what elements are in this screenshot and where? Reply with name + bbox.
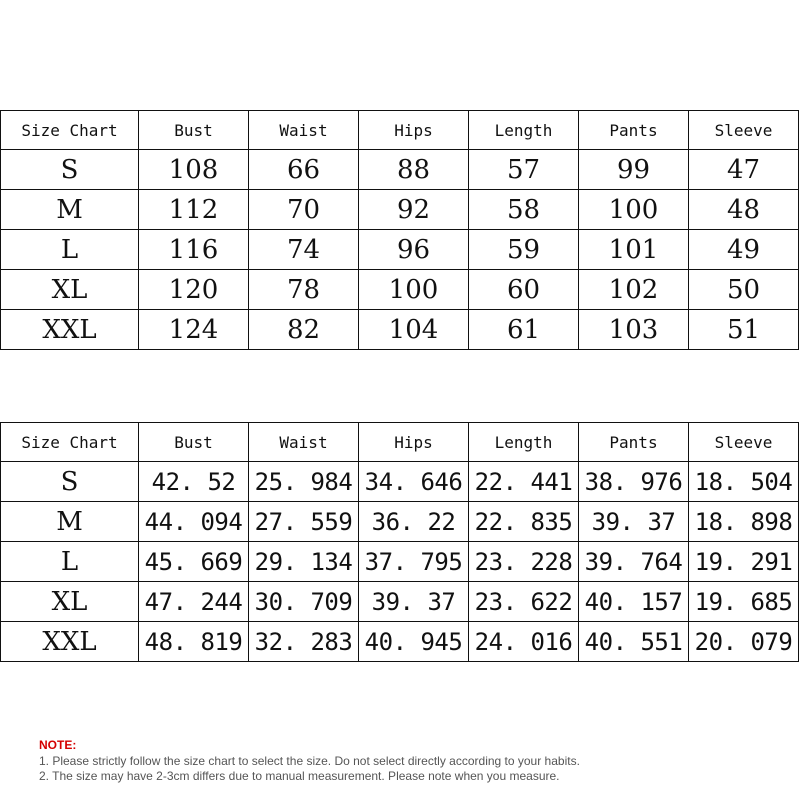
measurement-cell: 74 [249, 230, 359, 270]
measurement-cell: 19. 291 [689, 542, 799, 582]
measurement-cell: 34. 646 [359, 462, 469, 502]
measurement-cell: 30. 709 [249, 582, 359, 622]
measurement-cell: 124 [139, 310, 249, 350]
table-row [1, 230, 799, 270]
column-header: Length [469, 111, 579, 150]
column-header: Size Chart [1, 423, 139, 462]
column-header: Bust [139, 111, 249, 150]
measurement-cell: 50 [689, 270, 799, 310]
measurement-cell: 112 [139, 190, 249, 230]
size-label-cell: L [1, 542, 139, 582]
table-row [1, 582, 799, 622]
measurement-cell: 116 [139, 230, 249, 270]
table-row [1, 150, 799, 190]
size-label-cell: M [1, 502, 139, 542]
table-row [1, 622, 799, 662]
measurement-cell: 18. 898 [689, 502, 799, 542]
size-label-cell: M [1, 190, 139, 230]
measurement-cell: 25. 984 [249, 462, 359, 502]
column-header: Pants [579, 423, 689, 462]
column-header: Hips [359, 423, 469, 462]
measurement-cell: 39. 37 [579, 502, 689, 542]
measurement-cell: 24. 016 [469, 622, 579, 662]
note-line-1: 1. Please strictly follow the size chart to select the size. Do not select directly according to your habits. [39, 753, 580, 768]
measurement-cell: 99 [579, 150, 689, 190]
size-label-cell: S [1, 462, 139, 502]
size-chart-inch-table [0, 422, 799, 662]
measurement-cell: 47. 244 [139, 582, 249, 622]
size-label-cell: XXL [1, 310, 139, 350]
table-row [1, 270, 799, 310]
measurement-cell: 40. 551 [579, 622, 689, 662]
column-header: Bust [139, 423, 249, 462]
measurement-cell: 104 [359, 310, 469, 350]
column-header: Pants [579, 111, 689, 150]
measurement-cell: 103 [579, 310, 689, 350]
measurement-cell: 23. 622 [469, 582, 579, 622]
measurement-cell: 23. 228 [469, 542, 579, 582]
measurement-cell: 22. 835 [469, 502, 579, 542]
measurement-cell: 49 [689, 230, 799, 270]
table-row [1, 310, 799, 350]
note-title: NOTE: [39, 738, 77, 752]
measurement-cell: 42. 52 [139, 462, 249, 502]
measurement-cell: 36. 22 [359, 502, 469, 542]
measurement-cell: 29. 134 [249, 542, 359, 582]
table-row [1, 502, 799, 542]
measurement-cell: 88 [359, 150, 469, 190]
measurement-cell: 120 [139, 270, 249, 310]
measurement-cell: 40. 157 [579, 582, 689, 622]
column-header: Sleeve [689, 111, 799, 150]
measurement-cell: 92 [359, 190, 469, 230]
column-header: Hips [359, 111, 469, 150]
measurement-cell: 82 [249, 310, 359, 350]
measurement-cell: 66 [249, 150, 359, 190]
measurement-cell: 27. 559 [249, 502, 359, 542]
table-row [1, 542, 799, 582]
measurement-cell: 40. 945 [359, 622, 469, 662]
column-header: Waist [249, 111, 359, 150]
measurement-cell: 102 [579, 270, 689, 310]
size-label-cell: S [1, 150, 139, 190]
measurement-cell: 37. 795 [359, 542, 469, 582]
measurement-cell: 48 [689, 190, 799, 230]
size-chart-cm-table [0, 110, 799, 350]
measurement-cell: 39. 37 [359, 582, 469, 622]
measurement-cell: 39. 764 [579, 542, 689, 582]
measurement-cell: 101 [579, 230, 689, 270]
column-header: Size Chart [1, 111, 139, 150]
header-row [1, 111, 799, 150]
measurement-cell: 51 [689, 310, 799, 350]
measurement-cell: 48. 819 [139, 622, 249, 662]
measurement-cell: 58 [469, 190, 579, 230]
measurement-cell: 100 [359, 270, 469, 310]
measurement-cell: 61 [469, 310, 579, 350]
table-row [1, 462, 799, 502]
note-line-2: 2. The size may have 2-3cm differs due to manual measurement. Please note when you measure. [39, 769, 560, 783]
measurement-cell: 60 [469, 270, 579, 310]
measurement-cell: 38. 976 [579, 462, 689, 502]
measurement-cell: 32. 283 [249, 622, 359, 662]
size-label-cell: L [1, 230, 139, 270]
measurement-cell: 47 [689, 150, 799, 190]
size-label-cell: XXL [1, 622, 139, 662]
measurement-cell: 19. 685 [689, 582, 799, 622]
measurement-cell: 44. 094 [139, 502, 249, 542]
measurement-cell: 20. 079 [689, 622, 799, 662]
table-row [1, 190, 799, 230]
measurement-cell: 57 [469, 150, 579, 190]
size-label-cell: XL [1, 270, 139, 310]
table-body [1, 423, 799, 662]
measurement-cell: 70 [249, 190, 359, 230]
header-row [1, 423, 799, 462]
table-body [1, 111, 799, 350]
column-header: Sleeve [689, 423, 799, 462]
measurement-cell: 59 [469, 230, 579, 270]
column-header: Waist [249, 423, 359, 462]
measurement-cell: 45. 669 [139, 542, 249, 582]
measurement-cell: 100 [579, 190, 689, 230]
measurement-cell: 96 [359, 230, 469, 270]
column-header: Length [469, 423, 579, 462]
measurement-cell: 22. 441 [469, 462, 579, 502]
measurement-cell: 78 [249, 270, 359, 310]
note-section [39, 738, 580, 785]
size-label-cell: XL [1, 582, 139, 622]
measurement-cell: 108 [139, 150, 249, 190]
measurement-cell: 18. 504 [689, 462, 799, 502]
